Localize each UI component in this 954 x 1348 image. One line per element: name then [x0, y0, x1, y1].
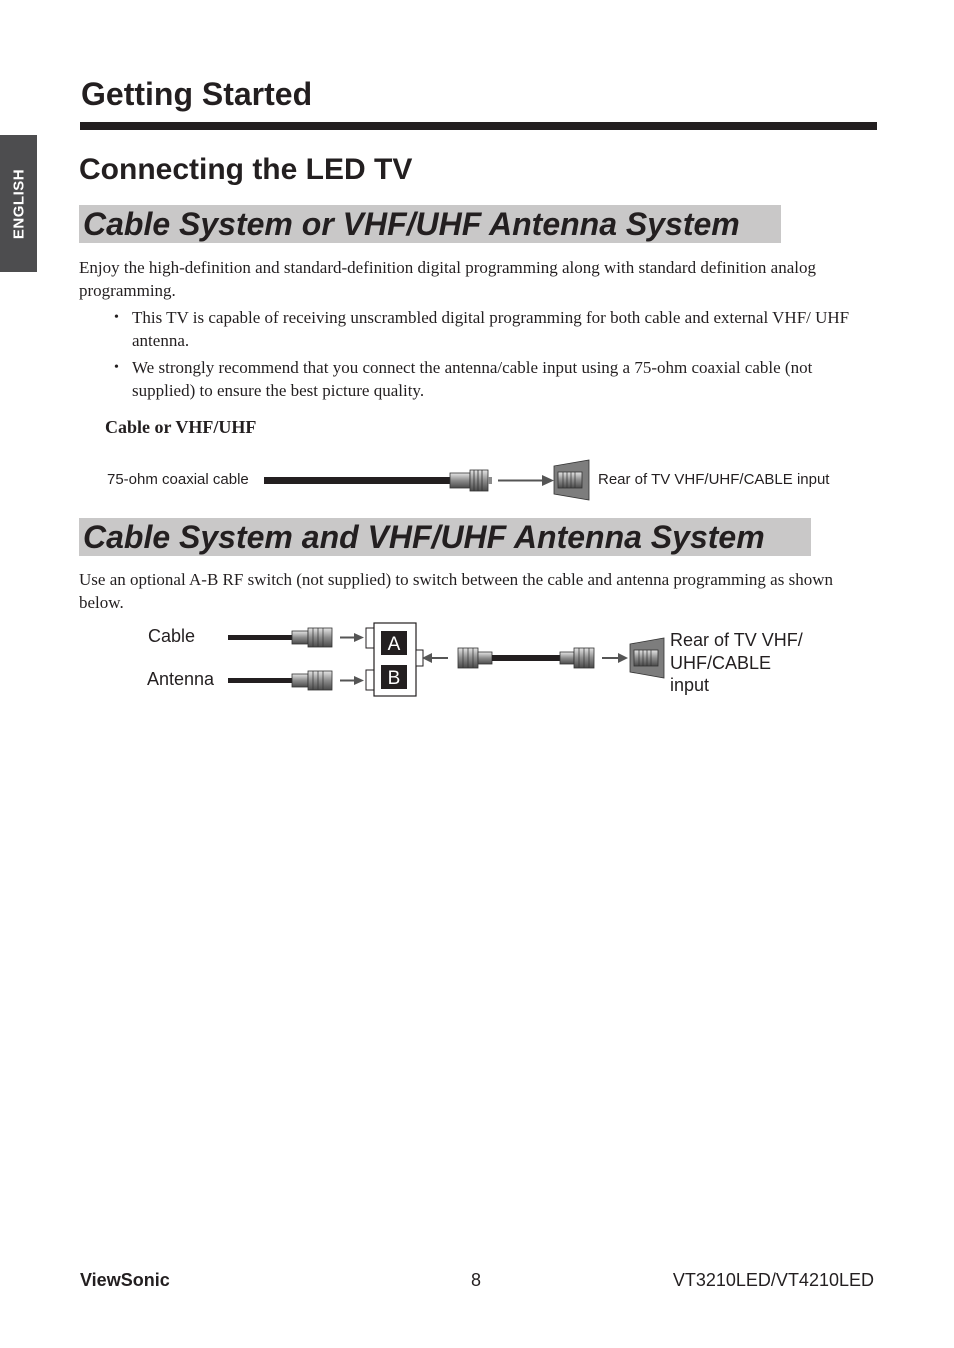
cable-diagram-1 — [258, 458, 598, 504]
ab-switch-box — [366, 623, 423, 696]
output-cable — [422, 648, 628, 668]
tv-input-label-line: UHF/CABLE — [670, 652, 772, 673]
subsection-banner-1: Cable System or VHF/UHF Antenna System — [79, 205, 781, 243]
footer-brand: ViewSonic — [80, 1270, 170, 1290]
page-header-title: Getting Started — [81, 76, 313, 112]
arrow-right-icon — [498, 475, 554, 486]
bullet-item: • We strongly recommend that you connect the antenna/cable input using a 75-ohm coaxial cable (not supplied) to ensure the best picture quality. — [106, 357, 879, 402]
subsection-1-body — [79, 257, 879, 407]
tv-input-label: Rear of TV VHF/UHF/CABLE input — [598, 471, 830, 488]
language-tab-label: ENGLISH — [10, 168, 27, 239]
coaxial-cable-label: 75-ohm coaxial cable — [107, 471, 249, 488]
tv-input-label-line: input — [670, 675, 710, 695]
coaxial-connector-icon — [450, 470, 492, 491]
subsection-2-intro: Use an optional A-B RF switch (not supplied) to switch between the cable and antenna programming as shown below. — [79, 570, 833, 612]
section-title: Connecting the LED TV — [79, 153, 413, 186]
subsection-1-bullets — [79, 307, 879, 402]
tv-input-port-icon — [630, 638, 664, 678]
switch-label-a: A — [387, 634, 401, 655]
antenna-source-label: Antenna — [147, 669, 215, 689]
language-tab — [0, 135, 37, 272]
ab-switch-diagram — [226, 618, 666, 702]
header-rule — [80, 122, 877, 130]
bullet-item: • This TV is capable of receiving unscrambled digital programming for both cable and external VHF/ UHF antenna. — [106, 307, 879, 352]
tv-input-label-line: Rear of TV VHF/ — [670, 630, 803, 650]
diagram-1-heading: Cable or VHF/UHF — [105, 417, 257, 437]
cable-source-label: Cable — [148, 626, 196, 646]
cable-line-b — [228, 671, 364, 690]
tv-input-port-icon — [554, 460, 589, 500]
switch-label-b: B — [387, 668, 401, 689]
cable-line-a — [228, 628, 364, 647]
coaxial-cable-line — [264, 477, 454, 484]
subsection-banner-2: Cable System and VHF/UHF Antenna System — [79, 518, 811, 556]
subsection-1-intro: Enjoy the high-definition and standard-definition digital programming along with standard definition analog programming. — [79, 258, 816, 300]
tv-input-label-2 — [670, 629, 803, 697]
page-number: 8 — [471, 1270, 482, 1290]
footer-model: VT3210LED/VT4210LED — [672, 1270, 874, 1290]
